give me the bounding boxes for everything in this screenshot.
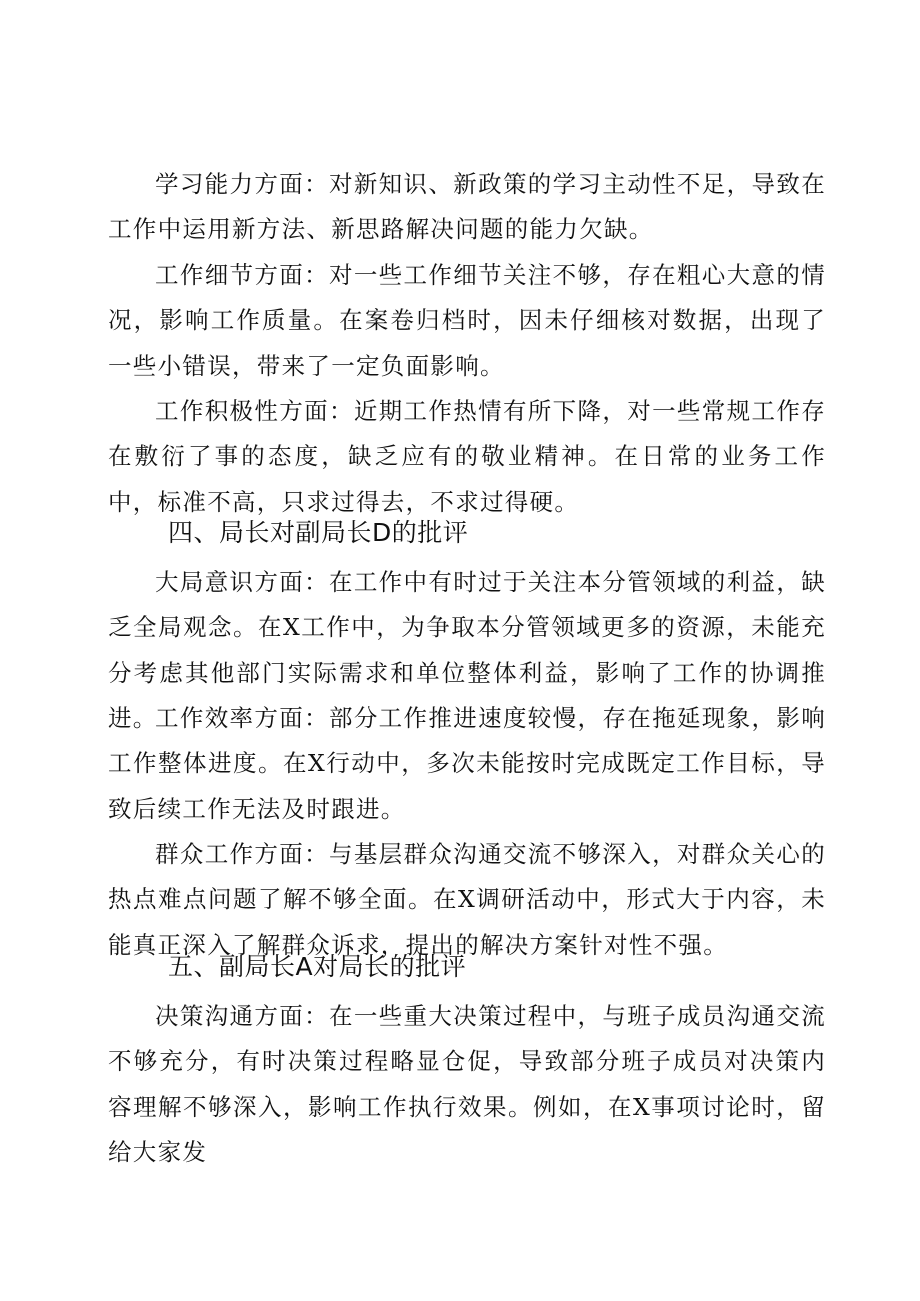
paragraph-learning-ability: 学习能力方面：对新知识、新政策的学习主动性不足，导致在工作中运用新方法、新思路解决问题的能力欠缺。 — [108, 170, 826, 244]
paragraph-work-efficiency: 工作效率方面：部分工作推进速度较慢，存在拖延现象，影响工作整体进度。在X行动中，多次未能按时完成既定工作目标，导致后续工作无法及时跟进。 — [108, 704, 826, 823]
paragraph-mass-work: 群众工作方面：与基层群众沟通交流不够深入，对群众关心的热点难点问题了解不够全面。在X调研活动中，形式大于内容，未能真正深入了解群众诉求，提出的解决方案针对性不强。 — [108, 840, 826, 959]
paragraph-work-enthusiasm: 工作积极性方面：近期工作热情有所下降，对一些常规工作存在敷衍了事的态度，缺乏应有的敬业精神。在日常的业务工作中，标准不高，只求过得去，不求过得硬。 — [108, 397, 826, 516]
paragraph-decision-communication: 决策沟通方面：在一些重大决策过程中，与班子成员沟通交流不够充分，有时决策过程略显仓促，导致部分班子成员对决策内容理解不够深入，影响工作执行效果。例如，在X事项讨论时，留给大家发 — [108, 1002, 826, 1167]
section-heading-4: 四、局长对副局长D的批评 — [168, 518, 469, 547]
paragraph-work-details: 工作细节方面：对一些工作细节关注不够，存在粗心大意的情况，影响工作质量。在案卷归档时，因未仔细核对数据，出现了一些小错误，带来了一定负面影响。 — [108, 261, 826, 380]
paragraph-overall-awareness: 大局意识方面：在工作中有时过于关注本分管领域的利益，缺乏全局观念。在X工作中，为争取本分管领域更多的资源，未能充分考虑其他部门实际需求和单位整体利益，影响了工作的协调推进。 — [108, 568, 826, 733]
section-heading-5: 五、副局长A对局长的批评 — [168, 952, 467, 981]
